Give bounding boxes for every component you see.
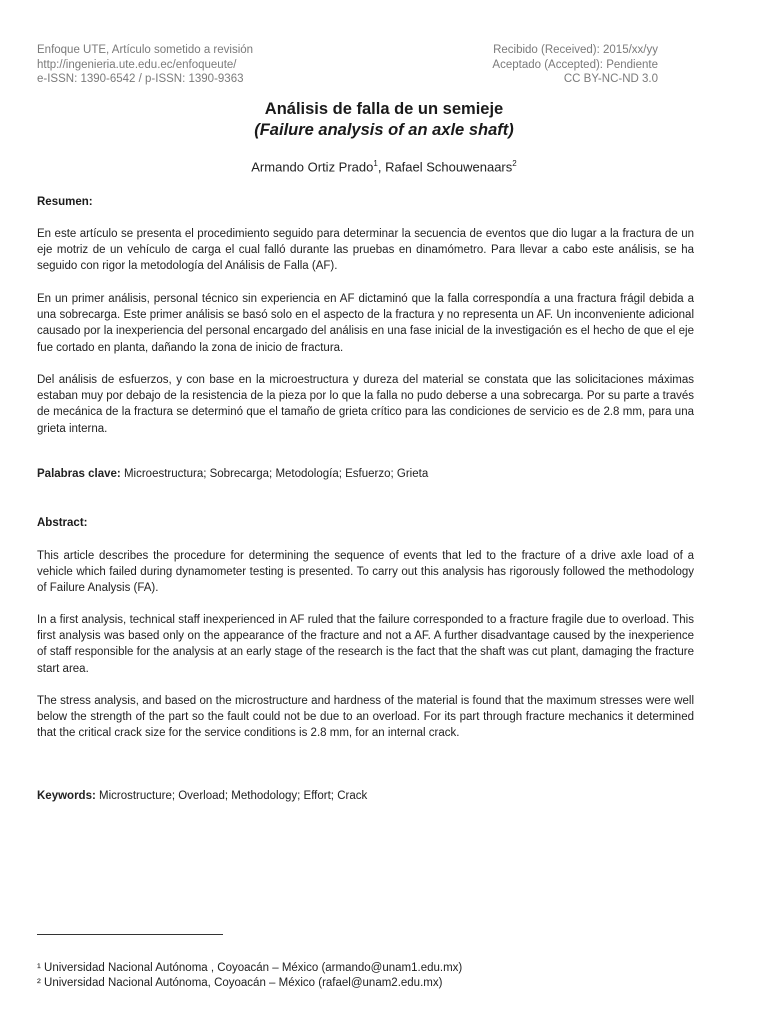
resumen-heading: Resumen:: [37, 196, 93, 208]
title-english: (Failure analysis of an axle shaft): [254, 121, 514, 139]
abstract-paragraph: This article describes the procedure for determining the sequence of events that led to the fracture of a drive axle load of a vehicle which failed during dynamometer testing is presented. To carry out this analysis has rigorously followed the methodology of Failure Analysis (FA).: [37, 550, 694, 595]
received-date: Recibido (Received): 2015/xx/yy: [493, 44, 658, 56]
palabras-clave: [37, 468, 428, 480]
author-name: Armando Ortiz Prado: [251, 159, 374, 175]
footnote-affiliation: ² Universidad Nacional Autónoma, Coyoacán – México (rafael@unam2.edu.mx): [37, 976, 443, 989]
journal-issn: e-ISSN: 1390-6542 / p-ISSN: 1390-9363: [37, 73, 244, 85]
accepted-status: Aceptado (Accepted): Pendiente: [492, 58, 658, 71]
abstract-heading: Abstract:: [37, 517, 88, 529]
license: CC BY-NC-ND 3.0: [563, 73, 658, 85]
footnote-divider: [37, 934, 223, 935]
keywords-label: Palabras clave:: [37, 468, 121, 480]
author-list: [37, 159, 731, 174]
affiliation-mark: 2: [512, 159, 517, 168]
keywords-label: Keywords:: [37, 790, 96, 802]
journal-name: Enfoque UTE, Artículo sometido a revisión: [37, 44, 254, 56]
journal-url[interactable]: http://ingenieria.ute.edu.ec/enfoqueute/: [37, 58, 237, 71]
keywords-list: Microstructure; Overload; Methodology; Effort; Crack: [99, 790, 368, 802]
abstract-paragraph: The stress analysis, and based on the microstructure and hardness of the material is found that the maximum stresses were well below the strength of the part so the fault could not be due to an overload. For its part through fracture mechanics it determined that the critical crack size for the service conditions is 2.8 mm, for an internal crack.: [37, 695, 694, 740]
paper-title: [37, 99, 731, 141]
submission-info: [492, 43, 658, 87]
affiliation-mark: 1: [373, 159, 378, 168]
abstract-paragraph: In a first analysis, technical staff inexperienced in AF ruled that the failure corresponded to a fracture fragile due to overload. This first analysis was based only on the appearance of the fracture and not a AF. A further disadvantage caused by the inexperience of staff responsible for the analysis at an early stage of the research is the fact that the shaft was cut plant, damaging the fracture start area.: [37, 614, 694, 675]
resumen-paragraph: En un primer análisis, personal técnico sin experiencia en AF dictaminó que la falla correspondía a una fractura frágil debida a una sobrecarga. Este primer análisis se basó solo en el aspecto de la fractura y no representa un AF. Un inconveniente adicional causado por la inexperiencia del personal encargado del análisis en una fase inicial de la investigación es el hecho de que el eje fue cortado en planta, dañando la zona de inicio de fractura.: [37, 293, 694, 354]
resumen-paragraph: En este artículo se presenta el procedimiento seguido para determinar la secuencia de eventos que dio lugar a la fractura de un eje motriz de un vehículo de carga el cual falló durante las pruebas en dinamómetro. Para llevar a cabo este análisis, se ha seguido con rigor la metodología del Análisis de Falla (AF).: [37, 228, 694, 273]
journal-info: [37, 43, 253, 87]
footnote-affiliation: ¹ Universidad Nacional Autónoma , Coyoacán – México (armando@unam1.edu.mx): [37, 962, 463, 974]
author-name: Rafael Schouwenaars: [385, 159, 513, 175]
keywords-list: Microestructura; Sobrecarga; Metodología; Esfuerzo; Grieta: [123, 468, 429, 480]
title-spanish: Análisis de falla de un semieje: [264, 100, 504, 118]
author-separator: ,: [377, 159, 386, 175]
resumen-paragraph: Del análisis de esfuerzos, y con base en la microestructura y dureza del material se constata que las solicitaciones máximas estaban muy por debajo de la resistencia de la pieza por lo que la falla no pudo deberse a una sobrecarga. Por su parte a través de mecánica de la fractura se determinó que el tamaño de grieta crítico para las condiciones de servicio es de 2.8 mm, para una grieta interna.: [37, 374, 694, 435]
footnotes: [37, 961, 462, 990]
keywords: [37, 790, 367, 802]
